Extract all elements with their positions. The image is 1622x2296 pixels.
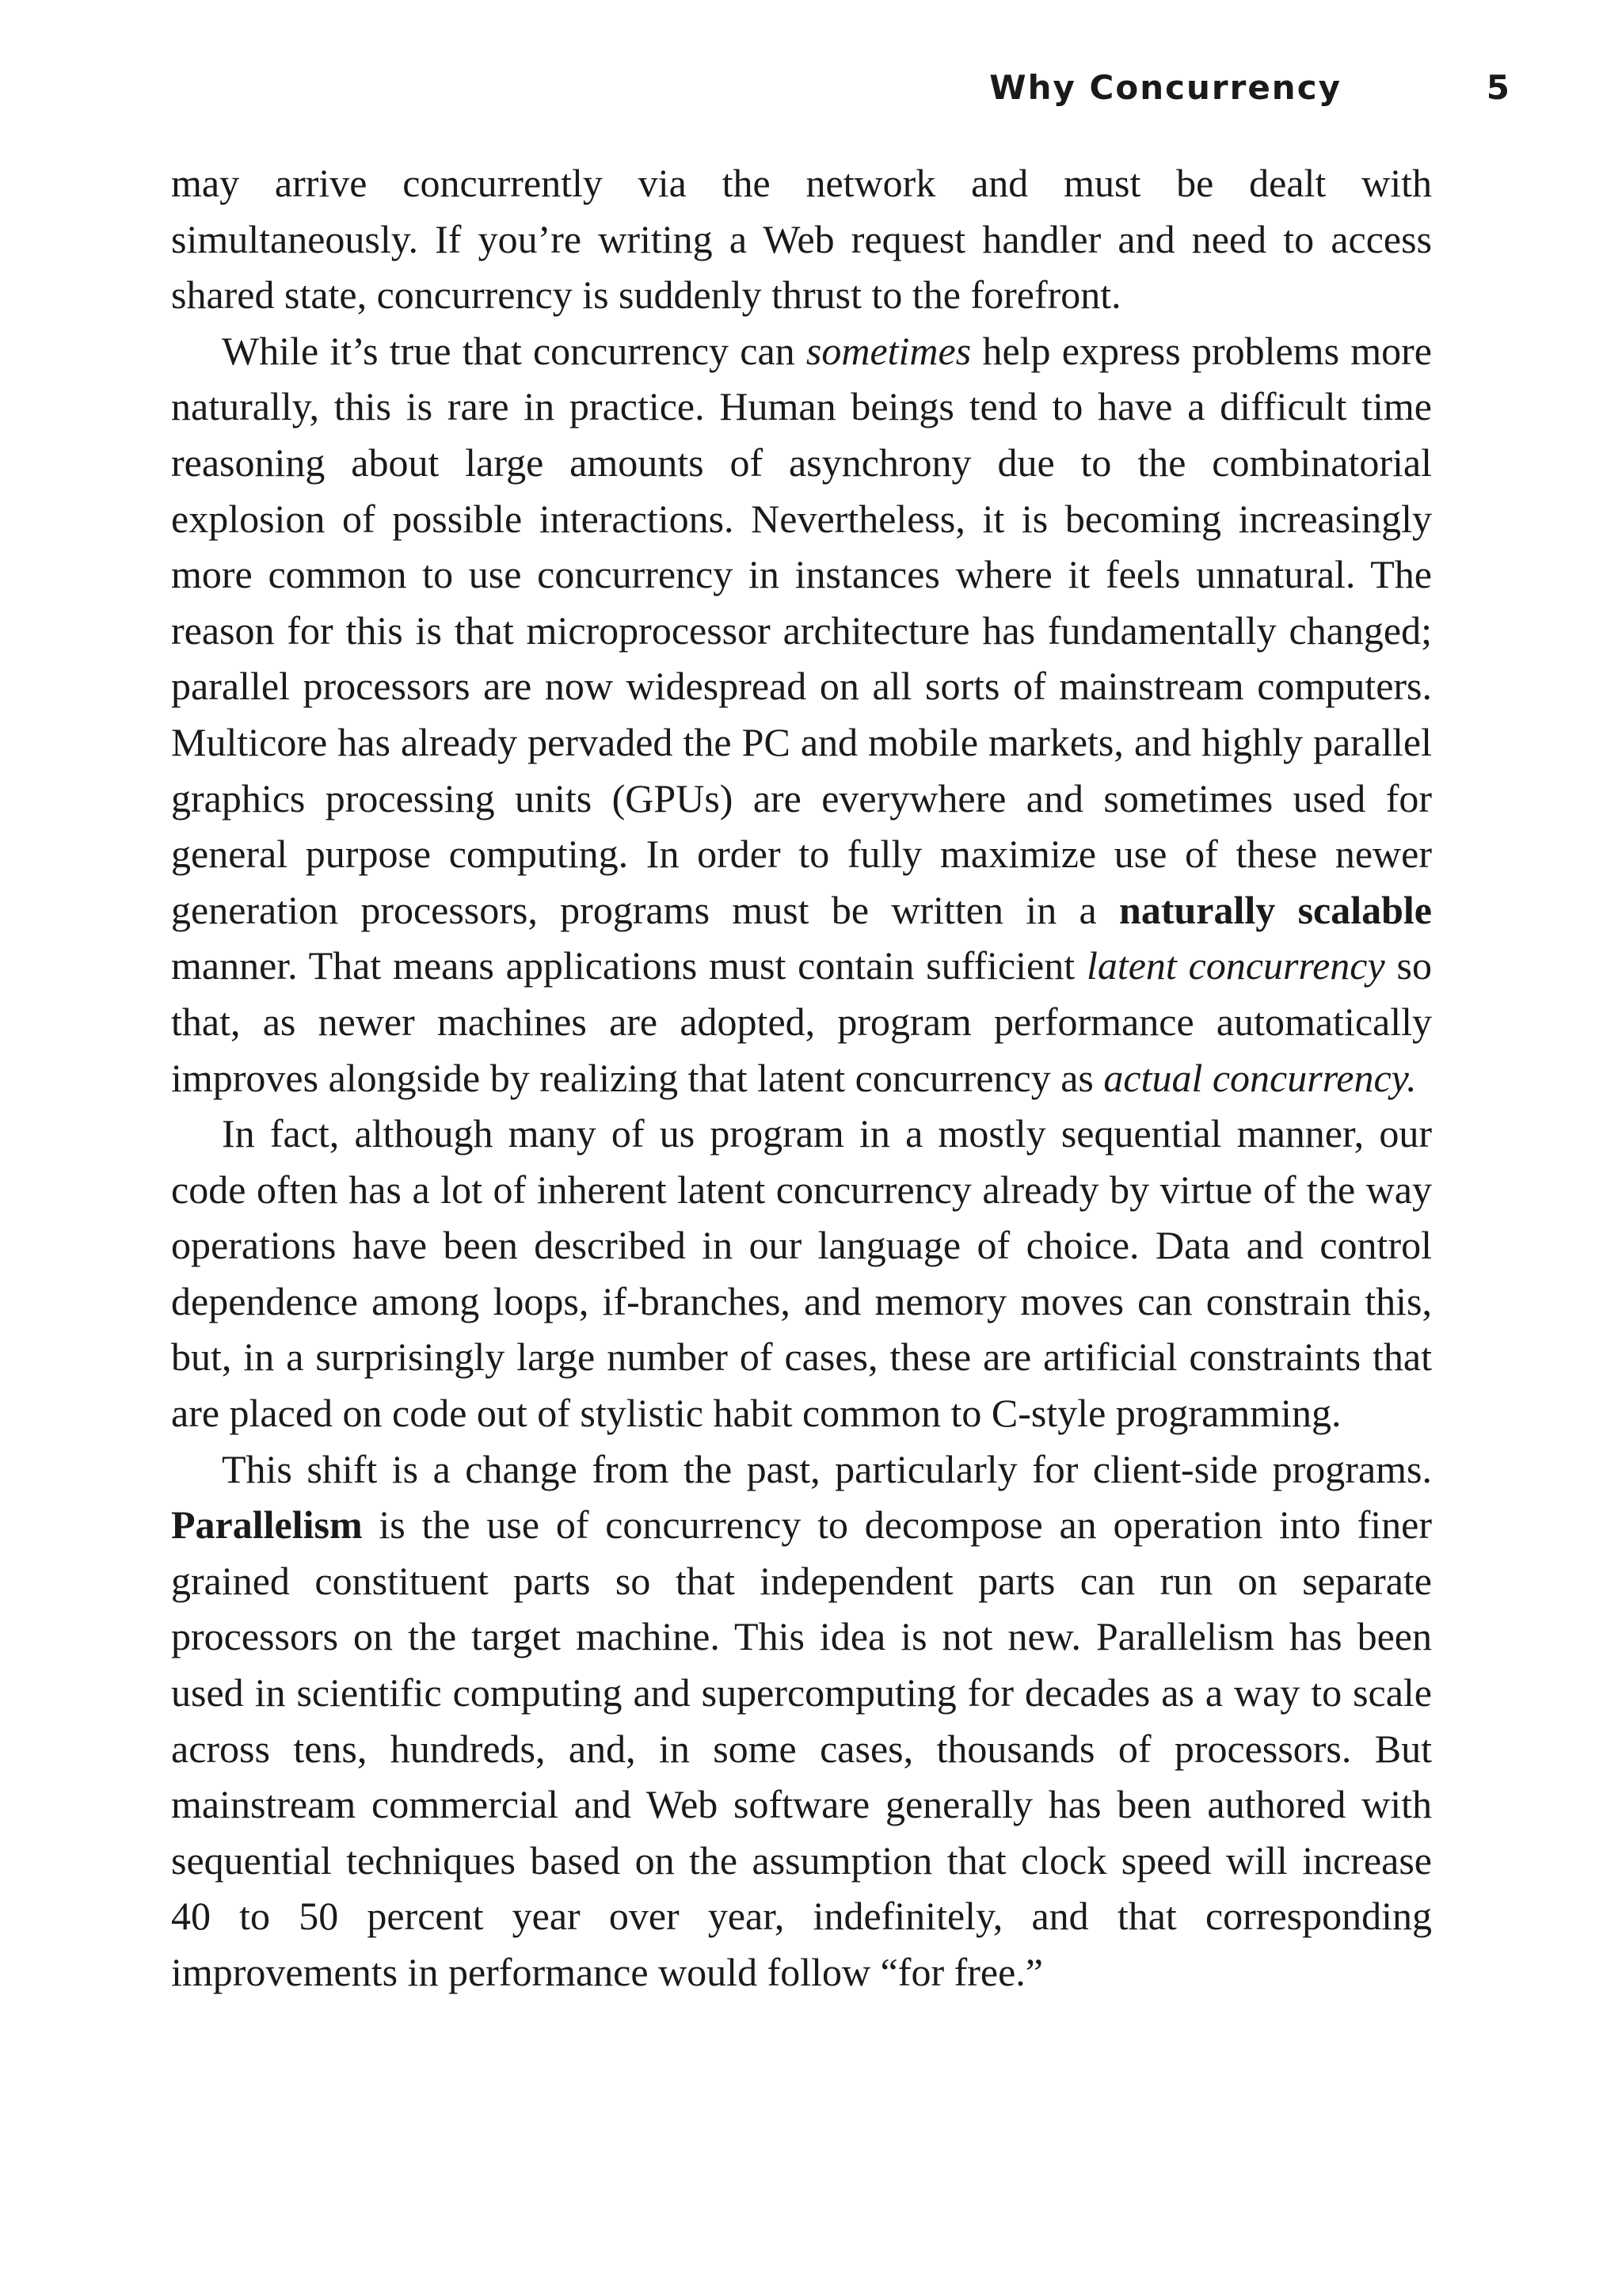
paragraph-3-text: In fact, although many of us program in a mostly sequential manner, our code often has a lot of inherent latent concurrency already by virtue of the way operations have been described in our language of choice. Data and control dependence among loops, if-branches, and memory moves can constrain this, but, in a surprisingly large number of cases, these are artificial constraints that are placed on code out of stylistic habit common to C-style programming.	[171, 1111, 1432, 1436]
running-head	[871, 68, 1511, 124]
paragraph-1	[171, 155, 1432, 323]
paragraph-2-text-a: While it’s true that concurrency can	[222, 328, 806, 373]
paragraph-4	[171, 1441, 1432, 2001]
page-number: 5	[1486, 68, 1511, 107]
emphasis-sometimes: sometimes	[805, 328, 972, 373]
term-parallelism: Parallelism	[171, 1502, 363, 1548]
paragraph-2-text-c: manner. That means applications must contain sufficient	[171, 943, 1087, 988]
paragraph-4-text-b: is the use of concurrency to decompose an operation into finer grained constituent parts so that independent parts can run on separate processors on the target machine. This idea is not new. Parallelism has been used in scientific computing and supercomputing for decades as a way to scale across tens, hundreds, and, in some cases, thousands of processors. But mainstream commercial and Web software generally has been authored with sequential techniques based on the assumption that clock speed will increase 40 to 50 percent year over year, indefinitely, and that corresponding improvements in performance would follow “for free.”	[171, 1502, 1432, 1994]
paragraph-3	[171, 1106, 1432, 1441]
paragraph-1-text: may arrive concurrently via the network and must be dealt with simultaneously. If you’re writing a Web request handler and need to access shared state, concurrency is suddenly thrust to the forefront.	[171, 161, 1432, 318]
chapter-title: Why Concurrency	[989, 68, 1342, 107]
emphasis-latent-concurrency: latent concurrency	[1086, 943, 1385, 988]
paragraph-2	[171, 323, 1432, 1106]
paragraph-2-text-d: so that, as newer machines are adopted, program performance automatically improves alongside by realizing that latent concurrency as	[171, 943, 1432, 1100]
emphasis-actual-concurrency: actual concurrency.	[1103, 1055, 1417, 1100]
paragraph-2-text-b: help express problems more naturally, this is rare in practice. Human beings tend to have a difficult time reasoning about large amounts of asynchrony due to the combinatorial explosion of possible interactions. Nevertheless, it is becoming increasingly more common to use concurrency in instances where it feels unnatural. The reason for this is that microprocessor architecture has fundamentally changed; parallel processors are now widespread on all sorts of mainstream computers. Multicore has already pervaded the PC and mobile markets, and highly parallel graphics processing units (GPUs) are everywhere and sometimes used for general purpose computing. In order to fully maximize use of these newer generation processors, programs must be written in a	[171, 328, 1433, 932]
paragraph-4-text-a: This shift is a change from the past, particularly for client-side programs.	[222, 1446, 1432, 1491]
term-naturally-scalable: naturally scalable	[1119, 887, 1432, 932]
body-text	[171, 155, 1432, 2001]
